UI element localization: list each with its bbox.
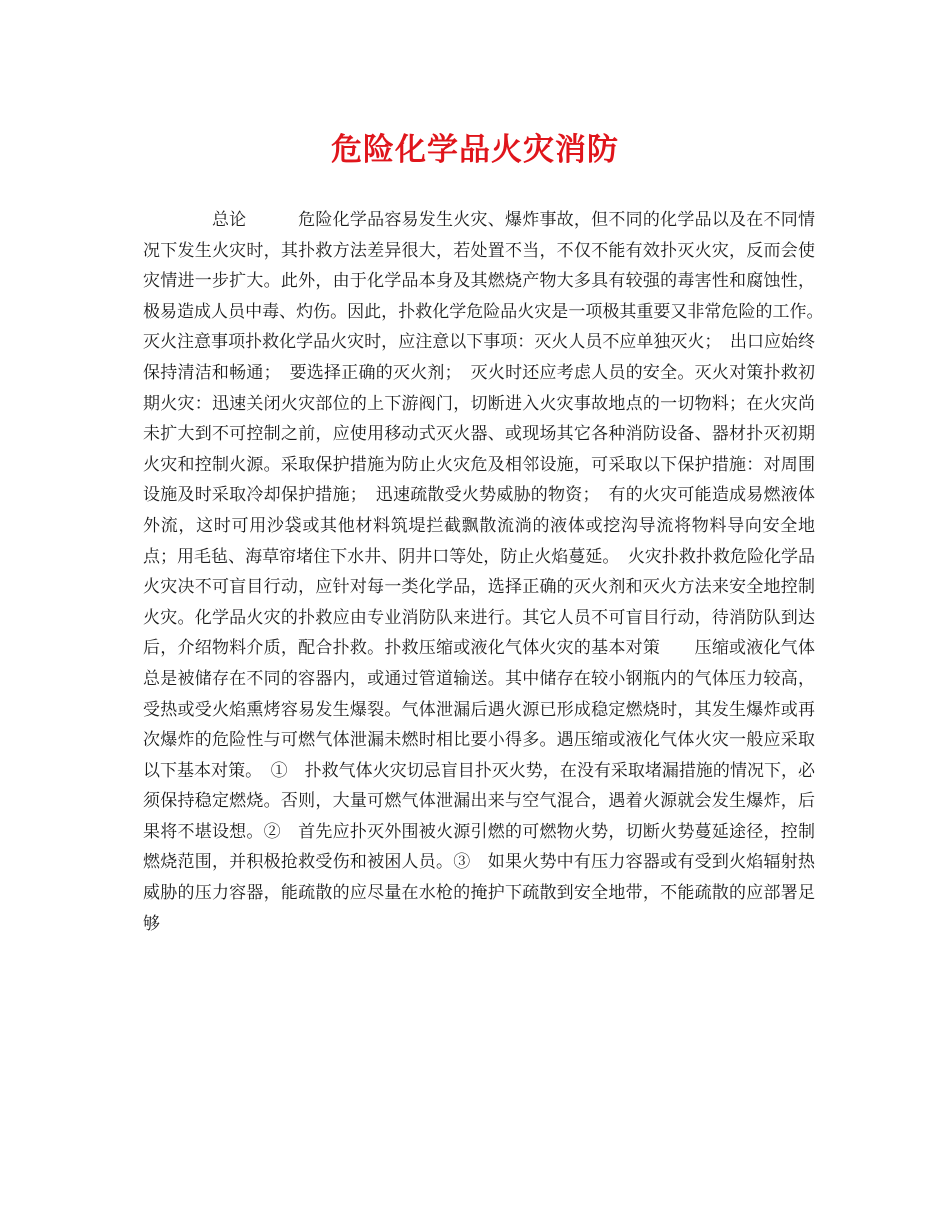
document-title: 危险化学品火灾消防 [331, 132, 619, 168]
document-body-text: 总论 危险化学品容易发生火灾、爆炸事故，但不同的化学品以及在不同情况下发生火灾时，其扑救方法差异很大，若处置不当，不仅不能有效扑灭火灾，反而会使灾情进一步扩大。此外，由于化学品本身及其燃烧产物大多具有较强的毒害性和腐蚀性，极易造成人员中毒、灼伤。因此，扑救化学危险品火灾是一项极其重要又非常危险的工作。 灭火注意事项扑救化学品火灾时，应注意以下事项：灭火人员不应单独灭火； 出口应始终保持清洁和畅通； 要选择正确的灭火剂； 灭火时还应考虑人员的安全。灭火对策扑救初期火灾：迅速关闭火灾部位的上下游阀门，切断进入火灾事故地点的一切物料；在火灾尚未扩大到不可控制之前，应使用移动式灭火器、或现场其它各种消防设备、器材扑灭初期火灾和控制火源。采取保护措施为防止火灾危及相邻设施，可采取以下保护措施：对周围设施及时采取冷却保护措施； 迅速疏散受火势威胁的物资； 有的火灾可能造成易燃液体外流，这时可用沙袋或其他材料筑堤拦截飘散流淌的液体或挖沟导流将物料导向安全地点；用毛毡、海草帘堵住下水井、阴井口等处，防止火焰蔓延。 火灾扑救扑救危险化学品火灾决不可盲目行动，应针对每一类化学品，选择正确的灭火剂和灭火方法来安全地控制火灾。化学品火灾的扑救应由专业消防队来进行。其它人员不可盲目行动，待消防队到达后，介绍物料介质，配合扑救。扑救压缩或液化气体火灾的基本对策 压缩或液化气体总是被储存在不同的容器内，或通过管道输送。其中储存在较小钢瓶内的气体压力较高，受热或受火焰熏烤容易发生爆裂。气体泄漏后遇火源已形成稳定燃烧时，其发生爆炸或再次爆炸的危险性与可燃气体泄漏未燃时相比要小得多。遇压缩或液化气体火灾一般应采取以下基本对策。 ① 扑救气体火灾切忌盲目扑灭火势，在没有采取堵漏措施的情况下，必须保持稳定燃烧。否则，大量可燃气体泄漏出来与空气混合，遇着火源就会发生爆炸，后果将不堪设想。② 首先应扑灭外围被火源引燃的可燃物火势，切断火势蔓延途径，控制燃烧范围，并积极抢救受伤和被困人员。③ 如果火势中有压力容器或有受到火焰辐射热威胁的压力容器，能疏散的应尽量在水枪的掩护下疏散到安全地带，不能疏散的应部署足够 [143, 210, 832, 934]
